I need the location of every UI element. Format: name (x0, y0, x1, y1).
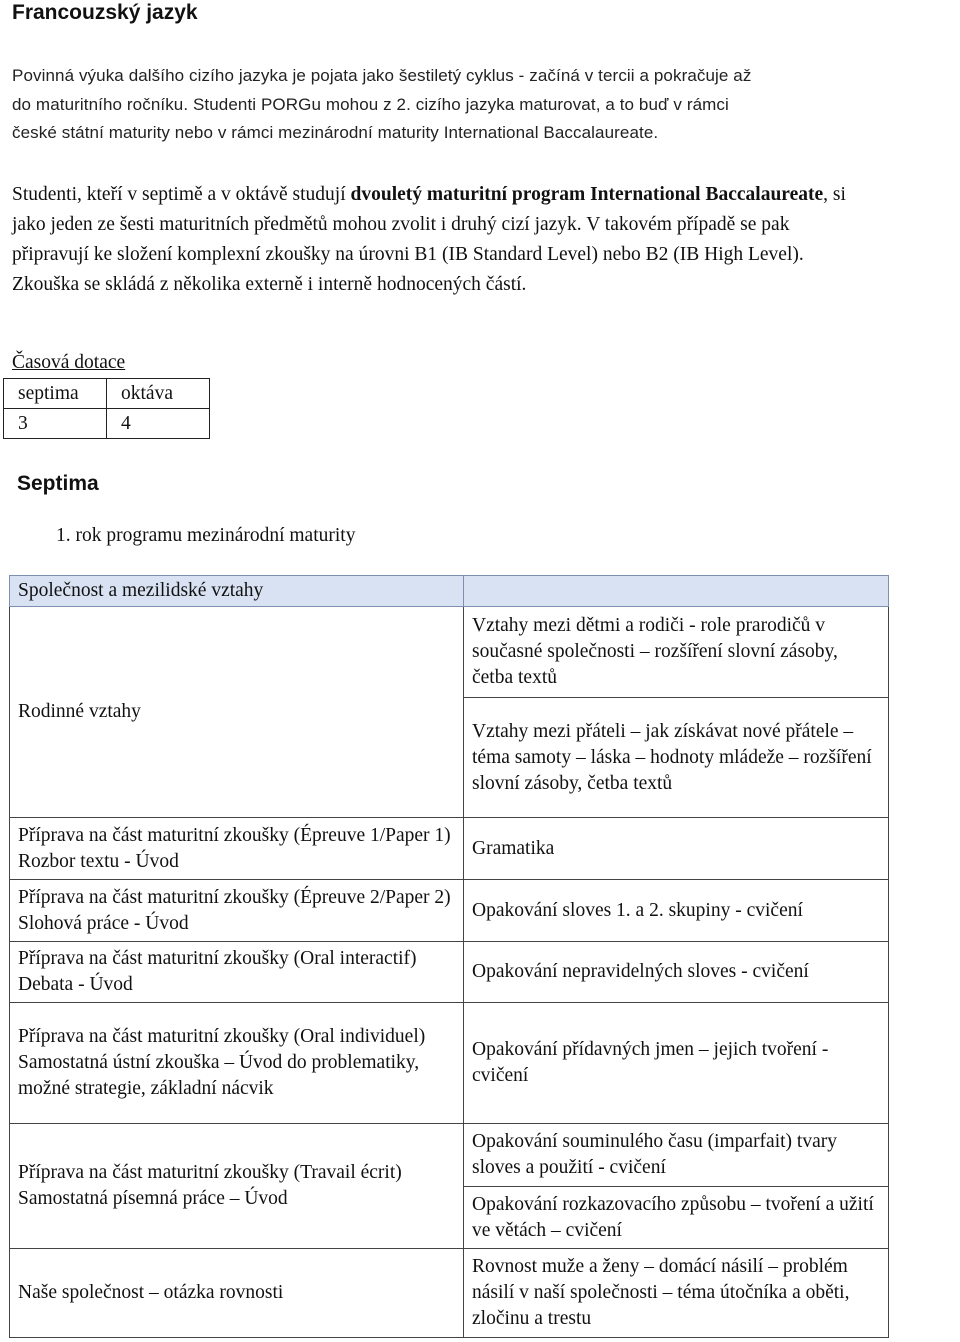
intro-line: české státní maturity nebo v rámci mezinárodní maturity International Baccalaureate. (12, 123, 659, 142)
intro-paragraph (12, 61, 751, 147)
table-row (10, 607, 889, 698)
table-cell: Opakování rozkazovacího způsobu – tvoření a užití ve větách – cvičení (464, 1187, 889, 1249)
table-row (10, 1003, 889, 1124)
ib-paragraph (12, 180, 846, 300)
table-row (10, 818, 889, 880)
table-cell: Příprava na část maturitní zkoušky (Épreuve 1/Paper 1) Rozbor textu - Úvod (10, 818, 464, 880)
table-row (10, 1124, 889, 1187)
table-cell: Opakování sloves 1. a 2. skupiny - cvičení (464, 880, 889, 942)
table-row (4, 409, 210, 439)
table-cell: Příprava na část maturitní zkoušky (Épreuve 2/Paper 2) Slohová práce - Úvod (10, 880, 464, 942)
table-cell: Gramatika (464, 818, 889, 880)
ib-line-1 (12, 180, 846, 210)
table-header-cell: oktáva (107, 379, 210, 409)
table-cell: Opakování přídavných jmen – jejich tvoření - cvičení (464, 1003, 889, 1124)
table-header-cell (464, 576, 889, 607)
ib-line-1-start: Studenti, kteří v septimě a v oktávě studují (12, 184, 351, 205)
table-cell: Rodinné vztahy (10, 607, 464, 818)
section-heading: Septima (17, 472, 99, 495)
ib-line-4: Zkouška se skládá z několika externě i interně hodnocených částí. (12, 274, 527, 295)
table-row (4, 379, 210, 409)
table-cell: 4 (107, 409, 210, 439)
section-subheading: 1. rok programu mezinárodní maturity (56, 525, 356, 546)
table-header-cell: Společnost a mezilidské vztahy (10, 576, 464, 607)
page-title: Francouzský jazyk (12, 1, 198, 24)
ib-line-1-end: , si (823, 184, 846, 205)
table-header-row (10, 576, 889, 607)
table-cell: Vztahy mezi přáteli – jak získávat nové přátele – téma samoty – láska – hodnoty mládeže – rozšíření slovní zásoby, četba textů (464, 698, 889, 818)
table-cell: Rovnost muže a ženy – domácí násilí – problém násilí v naší společnosti – téma útočníka a oběti, zločinu a trestu (464, 1249, 889, 1338)
table-cell: Příprava na část maturitní zkoušky (Oral interactif) Debata - Úvod (10, 942, 464, 1003)
table-cell: Opakování nepravidelných sloves - cvičení (464, 942, 889, 1003)
table-header-cell: septima (4, 379, 107, 409)
intro-line: Povinná výuka dalšího cizího jazyka je pojata jako šestiletý cyklus - začíná v tercii a pokračuje až (12, 66, 752, 85)
table-row (10, 880, 889, 942)
table-cell: Příprava na část maturitní zkoušky (Travail écrit) Samostatná písemná práce – Úvod (10, 1124, 464, 1249)
table-cell: Naše společnost – otázka rovnosti (10, 1249, 464, 1338)
table-cell: Vztahy mezi dětmi a rodiči - role prarodičů v současné společnosti – rozšíření slovní zásoby, četba textů (464, 607, 889, 698)
table-cell: 3 (4, 409, 107, 439)
intro-line: do maturitního ročníku. Studenti PORGu mohou z 2. cizího jazyka maturovat, a to buď v rámci (12, 94, 729, 114)
table-row (10, 942, 889, 1003)
table-cell: Příprava na část maturitní zkoušky (Oral individuel) Samostatná ústní zkouška – Úvod do problematiky, možné strategie, základní nácvik (10, 1003, 464, 1124)
curriculum-table (9, 575, 889, 1338)
time-allocation-table (3, 378, 210, 439)
ib-line-2: jako jeden ze šesti maturitních předmětů mohou zvolit i druhý cizí jazyk. V takovém případě se pak (12, 214, 790, 235)
table-row (10, 1249, 889, 1338)
ib-line-3: připravují ke složení komplexní zkoušky na úrovni B1 (IB Standard Level) nebo B2 (IB High Level). (12, 244, 804, 265)
table-cell: Opakování souminulého času (imparfait) tvary sloves a použití - cvičení (464, 1124, 889, 1187)
ib-program-name: dvouletý maturitní program International Baccalaureate (350, 184, 824, 205)
time-allocation-caption: Časová dotace (12, 352, 126, 373)
